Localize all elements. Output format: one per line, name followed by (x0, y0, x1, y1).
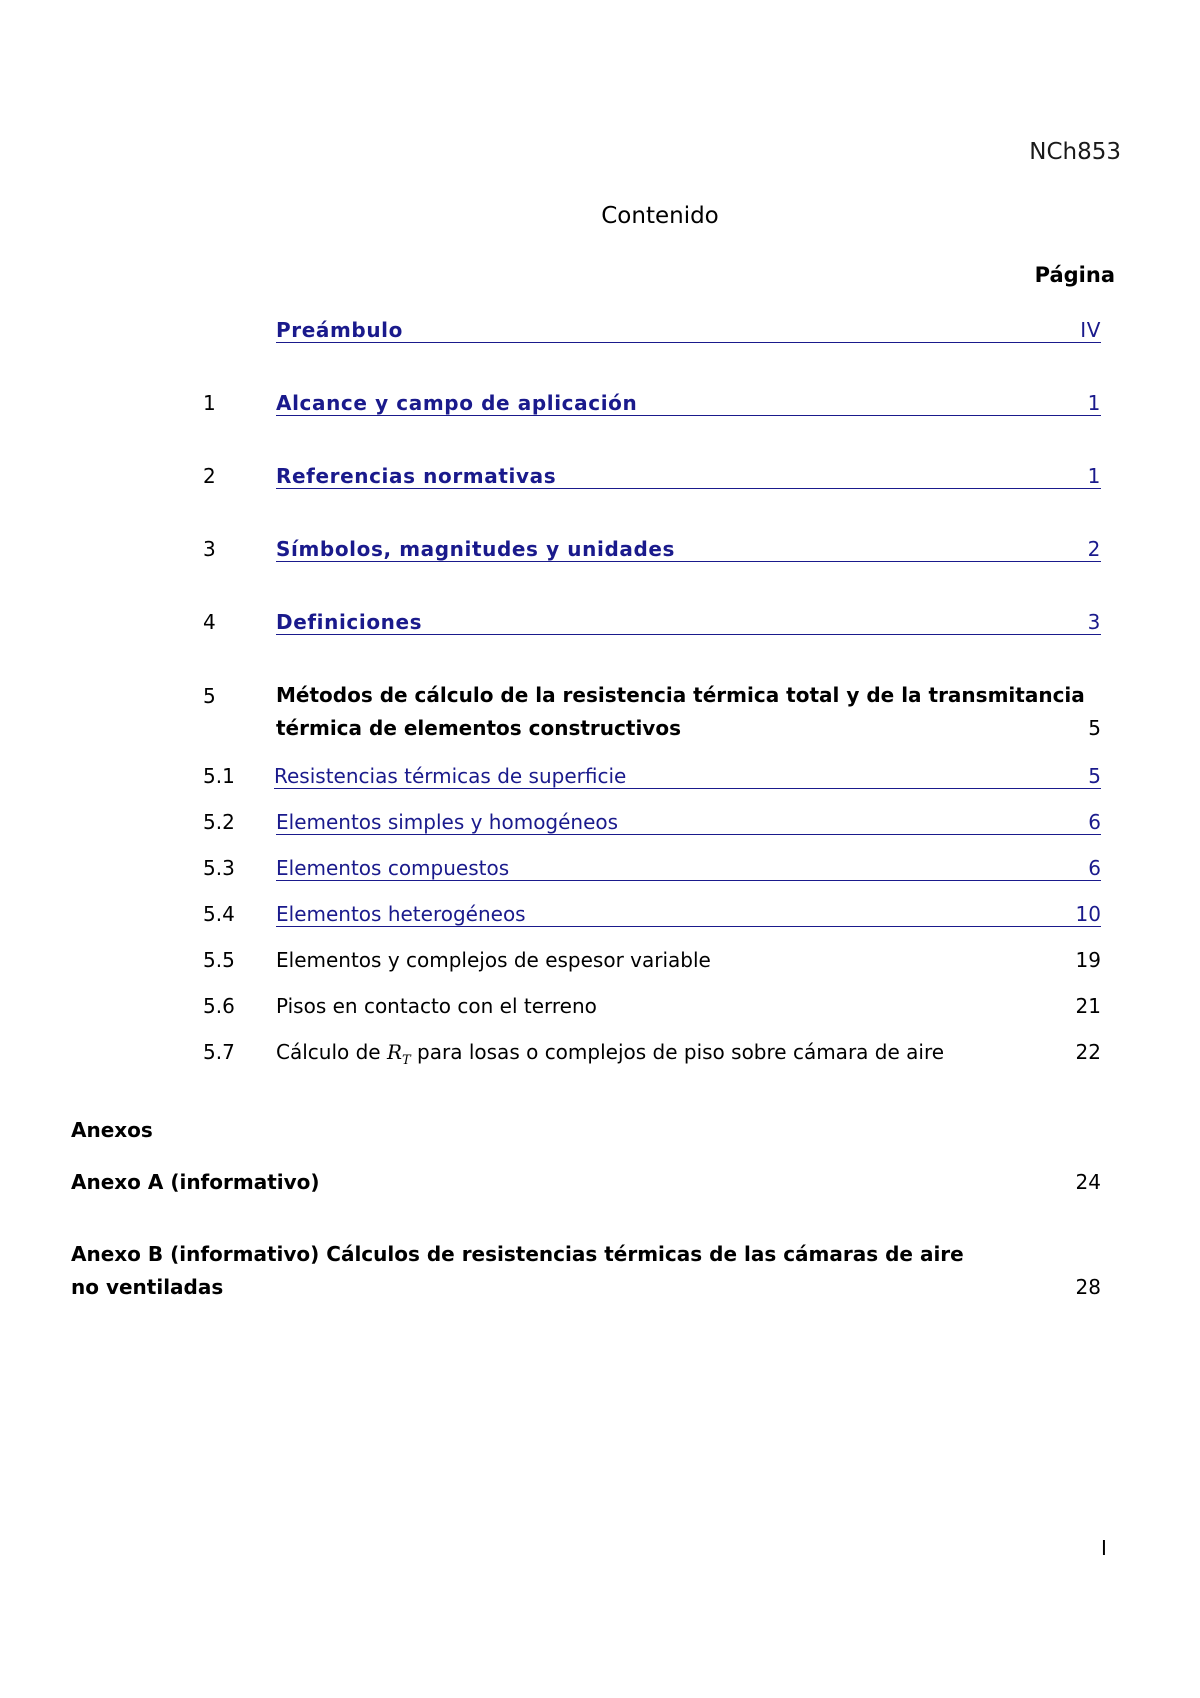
toc-label-after: para losas o complejos de piso sobre cámara de aire (410, 1040, 945, 1064)
toc-link-2[interactable] (276, 464, 1101, 489)
formula-symbol-base: R (386, 1040, 403, 1064)
toc-link-preambulo[interactable] (276, 318, 1101, 343)
formula-symbol-sub: T (402, 1053, 411, 1068)
toc-page: 22 (1075, 1040, 1101, 1064)
toc-number: 5.6 (203, 994, 235, 1018)
page-column-header: Página (1034, 263, 1115, 287)
toc-label: Elementos heterogéneos (276, 902, 526, 926)
toc-entry-5-5 (276, 948, 1101, 972)
annex-page: 28 (1075, 1275, 1101, 1299)
toc-page: 1 (1087, 464, 1101, 488)
toc-entry-5 (276, 679, 1101, 745)
toc-label: Pisos en contacto con el terreno (276, 994, 597, 1018)
toc-number: 5.1 (203, 764, 235, 788)
toc-label: Resistencias térmicas de superficie (274, 764, 627, 788)
toc-number: 3 (203, 537, 216, 561)
toc-page: 6 (1088, 856, 1101, 880)
toc-link-5-1[interactable] (274, 764, 1101, 789)
toc-page: 10 (1075, 902, 1101, 926)
toc-label: Símbolos, magnitudes y unidades (276, 537, 676, 561)
toc-page: 6 (1088, 810, 1101, 834)
toc-page: 21 (1075, 994, 1101, 1018)
toc-link-1[interactable] (276, 391, 1101, 416)
toc-label-before: Cálculo de (276, 1040, 387, 1064)
page-title: Contenido (601, 203, 719, 229)
annex-label-line2: no ventiladas (71, 1275, 224, 1299)
toc-label-line1: Métodos de cálculo de la resistencia térmica total y de la transmitancia (276, 683, 1085, 707)
toc-page: 5 (1088, 716, 1101, 740)
toc-entry-5-7 (276, 1040, 1101, 1068)
toc-link-5-4[interactable] (276, 902, 1101, 927)
toc-page: 1 (1087, 391, 1101, 415)
toc-number: 1 (203, 391, 216, 415)
toc-entry-5-6 (276, 994, 1101, 1018)
toc-label: Preámbulo (276, 318, 403, 342)
annex-page: 24 (1075, 1170, 1101, 1194)
annex-label: Anexo A (informativo) (71, 1170, 320, 1194)
document-code: NCh853 (1029, 139, 1121, 165)
toc-number: 5.2 (203, 810, 235, 834)
toc-label: Elementos y complejos de espesor variable (276, 948, 711, 972)
page-folio: I (1101, 1536, 1107, 1560)
toc-label: Elementos compuestos (276, 856, 510, 880)
toc-link-5-2[interactable] (276, 810, 1101, 835)
formula-symbol (386, 1040, 411, 1068)
toc-page: 19 (1075, 948, 1101, 972)
toc-number: 5.7 (203, 1040, 235, 1064)
annex-heading: Anexos (71, 1118, 153, 1142)
toc-page: IV (1080, 318, 1101, 342)
toc-page: 5 (1088, 764, 1101, 788)
toc-number: 5.4 (203, 902, 235, 926)
annex-row-b (71, 1238, 1101, 1304)
toc-label: Referencias normativas (276, 464, 557, 488)
toc-number: 5.5 (203, 948, 235, 972)
toc-page: 2 (1087, 537, 1101, 561)
toc-link-5-3[interactable] (276, 856, 1101, 881)
toc-label: Elementos simples y homogéneos (276, 810, 619, 834)
toc-label-line2: térmica de elementos constructivos (276, 716, 681, 740)
toc-number: 5.3 (203, 856, 235, 880)
annex-row-a (71, 1166, 1101, 1199)
toc-number: 5 (203, 684, 216, 708)
toc-link-3[interactable] (276, 537, 1101, 562)
toc-label: Definiciones (276, 610, 423, 634)
toc-number: 2 (203, 464, 216, 488)
toc-page: 3 (1087, 610, 1101, 634)
annex-label-line1: Anexo B (informativo) Cálculos de resistencias térmicas de las cámaras de aire (71, 1242, 964, 1266)
toc-link-4[interactable] (276, 610, 1101, 635)
toc-label: Alcance y campo de aplicación (276, 391, 638, 415)
toc-number: 4 (203, 610, 216, 634)
